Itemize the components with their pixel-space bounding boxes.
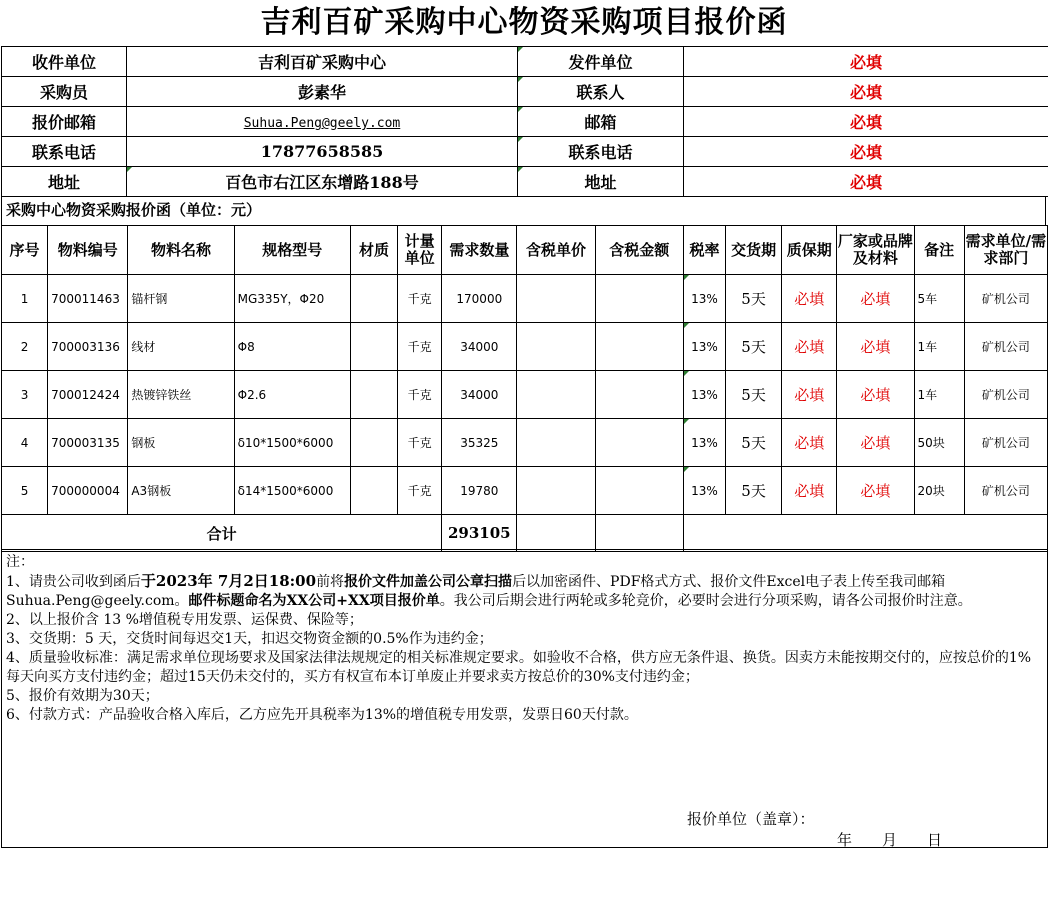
cell-unit: 千克 [398, 323, 442, 371]
cell-dept: 矿机公司 [964, 419, 1047, 467]
required-field[interactable]: 必填 [684, 167, 1048, 197]
note-1 [2, 572, 1047, 611]
cell-no: 3 [2, 371, 48, 419]
cell-unit-price[interactable] [517, 467, 595, 515]
note-1-d: 报价文件加盖公司公章扫描 [344, 574, 513, 590]
cell-brand[interactable]: 必填 [837, 467, 914, 515]
cell-code: 700011463 [48, 275, 128, 323]
total-label: 合计 [2, 515, 442, 552]
note-1-f: 邮件标题命名为XX公司+XX项目报价单 [188, 593, 440, 609]
cell-name: 热镀锌铁丝 [128, 371, 234, 419]
cell-note: 1车 [914, 371, 964, 419]
note-1-deadline: 于2023年 7月2日18:00 [140, 572, 317, 590]
signature-label: 报价单位（盖章）： [687, 810, 815, 828]
cell-warranty[interactable]: 必填 [782, 371, 837, 419]
info-label: 地址 [518, 167, 684, 197]
cell-qty: 34000 [442, 371, 517, 419]
cell-spec: δ10*1500*6000 [234, 419, 350, 467]
column-header: 材质 [350, 226, 397, 275]
info-row [2, 137, 1048, 167]
cell-delivery: 5天 [726, 467, 782, 515]
cell-name: 锚杆钢 [128, 275, 234, 323]
column-header: 序号 [2, 226, 48, 275]
info-label: 收件单位 [2, 47, 127, 77]
column-header: 含税金额 [595, 226, 683, 275]
table-row [2, 323, 1048, 371]
cell-unit: 千克 [398, 275, 442, 323]
cell-delivery: 5天 [726, 323, 782, 371]
cell-note: 50块 [914, 419, 964, 467]
column-header: 含税单价 [517, 226, 595, 275]
note-1-g: 。我公司后期会进行两轮或多轮竞价，必要时会进行分项采购，请各公司报价时注意。 [439, 593, 972, 609]
note-6: 6、付款方式：产品验收合格入库后，乙方应先开具税率为13%的增值税专用发票，发票日60天付款。 [6, 707, 638, 723]
cell-brand[interactable]: 必填 [837, 371, 914, 419]
email-link-cell [127, 107, 518, 137]
column-header: 交货期 [726, 226, 782, 275]
cell-brand[interactable]: 必填 [837, 323, 914, 371]
required-field[interactable]: 必填 [684, 107, 1048, 137]
required-field[interactable]: 必填 [684, 47, 1048, 77]
cell-unit-price[interactable] [517, 275, 595, 323]
cell-spec: Φ8 [234, 323, 350, 371]
cell-name: 钢板 [128, 419, 234, 467]
cell-unit: 千克 [398, 371, 442, 419]
cell-name: 线材 [128, 323, 234, 371]
cell-code: 700003136 [48, 323, 128, 371]
info-row [2, 47, 1048, 77]
cell-code: 700003135 [48, 419, 128, 467]
cell-no: 2 [2, 323, 48, 371]
column-header: 需求数量 [442, 226, 517, 275]
note-1-c: 前将 [316, 574, 345, 590]
cell-amount[interactable] [595, 467, 683, 515]
note-1-a: 1、请贵公司收到函后 [6, 574, 141, 590]
cell-material[interactable] [350, 467, 397, 515]
info-label: 联系人 [518, 77, 684, 107]
cell-spec: MG335Y，Φ20 [234, 275, 350, 323]
note-2: 2、以上报价含 13 %增值税专用发票、运保费、保险等； [6, 612, 363, 628]
cell-material[interactable] [350, 275, 397, 323]
info-label: 地址 [2, 167, 127, 197]
cell-dept: 矿机公司 [964, 371, 1047, 419]
column-header: 质保期 [782, 226, 837, 275]
cell-warranty[interactable]: 必填 [782, 275, 837, 323]
cell-amount[interactable] [595, 323, 683, 371]
note-4: 4、质量验收标准：满足需求单位现场要求及国家法律法规规定的相关标准规定要求。如验收不合格，供方应无条件退、换货。因卖方未能按期交付的，应按总价的1% 每天向买方支付违约金；超过15天仍未交付的，买方有权宣布本订单废止并要求卖方按总价的30%支付违约金； [6, 650, 1032, 685]
cell-brand[interactable]: 必填 [837, 419, 914, 467]
cell-dept: 矿机公司 [964, 467, 1047, 515]
info-label: 邮箱 [518, 107, 684, 137]
info-label: 联系电话 [2, 137, 127, 167]
cell-delivery: 5天 [726, 371, 782, 419]
total-rest [683, 515, 1047, 552]
cell-amount[interactable] [595, 371, 683, 419]
cell-material[interactable] [350, 371, 397, 419]
cell-delivery: 5天 [726, 275, 782, 323]
cell-tax: 13% [683, 323, 725, 371]
quotation-items-table [1, 225, 1048, 552]
info-label: 报价邮箱 [2, 107, 127, 137]
email-link[interactable]: Suhua.Peng@geely.com [243, 116, 401, 131]
cell-no: 5 [2, 467, 48, 515]
cell-no: 4 [2, 419, 48, 467]
column-header: 物料名称 [128, 226, 234, 275]
cell-unit-price[interactable] [517, 419, 595, 467]
table-row [2, 467, 1048, 515]
info-label: 采购员 [2, 77, 127, 107]
table-header-row [2, 226, 1048, 275]
cell-tax: 13% [683, 371, 725, 419]
cell-note: 1车 [914, 323, 964, 371]
cell-warranty[interactable]: 必填 [782, 467, 837, 515]
cell-unit-price[interactable] [517, 371, 595, 419]
column-header: 需求单位/需求部门 [964, 226, 1047, 275]
notes-section [1, 549, 1048, 848]
cell-warranty[interactable]: 必填 [782, 323, 837, 371]
required-field[interactable]: 必填 [684, 137, 1048, 167]
section-subtitle: 采购中心物资采购报价函（单位：元） [1, 196, 1046, 225]
cell-spec: Φ2.6 [234, 371, 350, 419]
cell-material[interactable] [350, 323, 397, 371]
cell-amount[interactable] [595, 419, 683, 467]
total-row [2, 515, 1048, 552]
recipient-info-table [1, 46, 1048, 197]
note-1-e: 后以加密函件、PDF格式方式、报价文件Excel电子表上传至我司邮箱 Suhua.Peng@geely.com。 [6, 574, 960, 609]
cell-qty: 19780 [442, 467, 517, 515]
cell-qty: 170000 [442, 275, 517, 323]
cell-dept: 矿机公司 [964, 275, 1047, 323]
page-title: 吉利百矿采购中心物资采购项目报价函 [260, 5, 788, 40]
cell-tax: 13% [683, 275, 725, 323]
cell-no: 1 [2, 275, 48, 323]
total-amount[interactable] [595, 515, 683, 552]
notes-heading: 注： [6, 554, 34, 570]
cell-note: 5车 [914, 275, 964, 323]
table-row [2, 275, 1048, 323]
cell-spec: δ14*1500*6000 [234, 467, 350, 515]
required-field[interactable]: 必填 [684, 77, 1048, 107]
column-header: 计量单位 [398, 226, 442, 275]
info-label: 联系电话 [518, 137, 684, 167]
info-value: 百色市右江区东增路188号 [127, 167, 518, 197]
total-price[interactable] [517, 515, 595, 552]
cell-unit: 千克 [398, 467, 442, 515]
info-label: 发件单位 [518, 47, 684, 77]
cell-name: A3钢板 [128, 467, 234, 515]
table-row [2, 371, 1048, 419]
cell-qty: 35325 [442, 419, 517, 467]
cell-code: 700012424 [48, 371, 128, 419]
note-3: 3、交货期：5 天，交货时间每迟交1天，扣迟交物资金额的0.5%作为违约金； [6, 631, 493, 647]
cell-warranty[interactable]: 必填 [782, 419, 837, 467]
column-header: 备注 [914, 226, 964, 275]
column-header: 厂家或品牌及材料 [837, 226, 914, 275]
cell-dept: 矿机公司 [964, 323, 1047, 371]
cell-unit: 千克 [398, 419, 442, 467]
cell-unit-price[interactable] [517, 323, 595, 371]
info-value: 17877658585 [127, 137, 518, 167]
cell-note: 20块 [914, 467, 964, 515]
cell-brand[interactable]: 必填 [837, 275, 914, 323]
table-row [2, 419, 1048, 467]
cell-delivery: 5天 [726, 419, 782, 467]
total-qty: 293105 [442, 515, 517, 552]
info-value: 吉利百矿采购中心 [127, 47, 518, 77]
cell-qty: 34000 [442, 323, 517, 371]
column-header: 税率 [683, 226, 725, 275]
column-header: 规格型号 [234, 226, 350, 275]
signature-date: 年 月 日 [837, 831, 943, 849]
cell-tax: 13% [683, 419, 725, 467]
column-header: 物料编号 [48, 226, 128, 275]
cell-material[interactable] [350, 419, 397, 467]
info-row [2, 167, 1048, 197]
info-row [2, 77, 1048, 107]
cell-tax: 13% [683, 467, 725, 515]
info-row [2, 107, 1048, 137]
note-5: 5、报价有效期为30天； [6, 688, 159, 704]
info-value: 彭素华 [127, 77, 518, 107]
cell-code: 700000004 [48, 467, 128, 515]
cell-amount[interactable] [595, 275, 683, 323]
